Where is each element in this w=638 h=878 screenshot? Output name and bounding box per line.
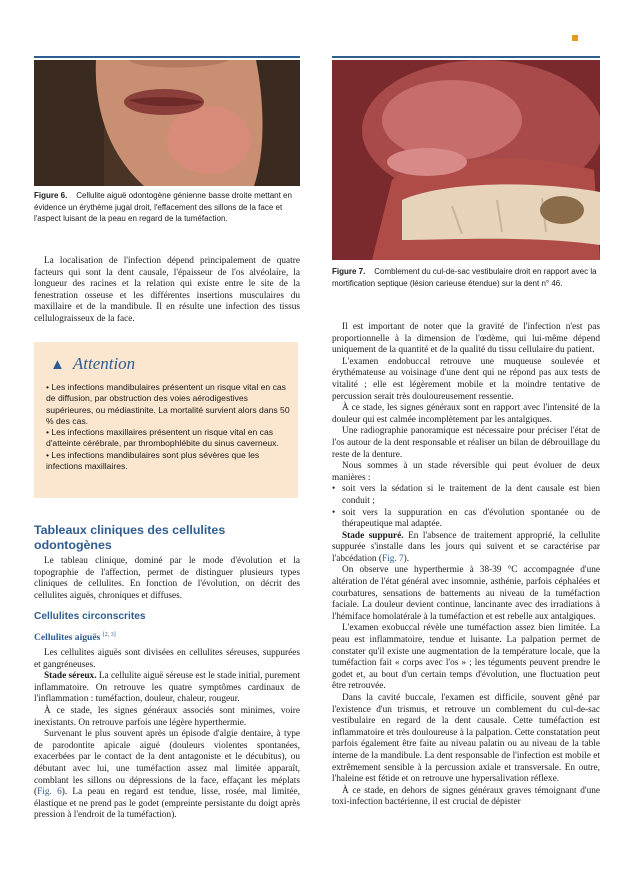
figure-7-text: Comblement du cul-de-sac vestibulaire droit en rapport avec la mortification septique (lésion carieuse étendue) sur la dent n° 46.	[332, 267, 597, 288]
list-item: • soit vers la suppuration en cas d'évolution spontanée ou de thérapeutique mal adaptée.	[342, 508, 600, 531]
figure-6-caption	[34, 190, 300, 225]
right-paragraph: À ce stade, les signes généraux sont en rapport avec l'intensité de la douleur qui est calmée incomplètement par les antalgiques.	[332, 403, 600, 425]
left-paragraph: ). La peau en regard est tendue, lisse, rosée, mal limitée, élastique et ne prend pas le godet (empreinte persistante du doigt après pression à l'endroit de la tuméfaction).	[34, 787, 300, 821]
left-paragraph: Survenant le plus souvent après un épisode d'algie dentaire, à type de parodontite apicale aiguë (douleurs violentes spontanées, exacerbées par le contact de la dent antagoniste et le décubitus), ou débutant avec lui, une tuméfaction assez mal limitée apparaît, comblant les sillons ou dépressions de la face, effaçant les méplats (	[34, 729, 300, 798]
section-title: Tableaux cliniques des cellulites odontogènes	[34, 523, 226, 552]
attention-item: • Les infections maxillaires présentent un risque vital en cas d'atteinte cérébrale, par thrombophlébite du sinus caverneux.	[46, 427, 279, 449]
section-intro-paragraph: Le tableau clinique, dominé par le mode d'évolution et la topographie de l'affection, permet de distinguer plusieurs types cliniques de cellulites. En fonction de l'évolution, on décrit des cellulites aiguës, chroniques et diffuses.	[34, 556, 300, 601]
attention-title: Attention	[72, 354, 136, 373]
fig-6-link[interactable]: Fig. 6	[37, 787, 62, 798]
subsubsection-title	[34, 632, 116, 643]
warning-triangle-icon: ▲	[50, 357, 65, 373]
figure-6-text: Cellulite aiguë odontogène génienne basse droite mettant en évidence un érythème jugal droit, l'effacement des sillons de la face et l'aspect luisant de la peau en regard de la tuméfaction.	[34, 191, 292, 223]
right-paragraph: L'examen exobuccal révèle une tuméfaction assez bien limitée. La peau est inflammatoire, tendue et luisante. La palpation permet de constater qu'il existe une augmentation de la température locale, que la tuméfaction fait « corps avec l'os » ; les téguments peuvent prendre le godet et, au bout d'un certain temps d'évolution, une fluctuation peut être retrouvée.	[332, 623, 600, 692]
fig-7-link[interactable]: Fig. 7	[381, 553, 404, 564]
right-paragraph: À ce stade, en dehors de signes généraux graves témoignant d'une toxi-infection bactérienne, il est crucial de dépister	[332, 785, 600, 808]
right-paragraph: Une radiographie panoramique est nécessaire pour préciser l'état de l'os autour de la dent responsable et réaliser un bilan de débrouillage du reste de la denture.	[332, 426, 600, 460]
left-paragraph: La cellulite aiguë séreuse est le stade initial, purement inflammatoire. On retrouve les quatre symptômes cardinaux de l'inflammation : tuméfaction, douleur, chaleur, rougeur.	[34, 671, 300, 705]
runin-serous: Stade séreux.	[44, 671, 97, 682]
left-paragraph: Les cellulites aiguës sont divisées en cellulites séreuses, suppurées et gangréneuses.	[34, 648, 300, 670]
right-paragraph: Il est important de noter que la gravité de l'infection n'est pas proportionnelle à la dimension de l'œdème, qui lui-même dépend uniquement de la quantité et de la qualité du tissu cellulaire du patient.	[332, 322, 600, 356]
attention-box	[34, 342, 298, 498]
figure-6-label: Figure 6.	[34, 191, 68, 200]
list-item: • soit vers la sédation si le traitement de la dent causale est bien conduit ;	[342, 484, 600, 507]
left-body	[34, 648, 300, 822]
right-body	[332, 322, 600, 809]
left-intro	[34, 256, 300, 326]
left-paragraph: À ce stade, les signes généraux associés sont minimes, voire inexistants. On retrouve parfois une légère hyperthermie.	[34, 705, 300, 728]
right-paragraph: Nous sommes à un stade réversible qui peut évoluer de deux manières :	[332, 461, 600, 483]
subsub-refs: [2, 3]	[102, 632, 116, 638]
runin-suppurated: Stade suppuré.	[342, 530, 404, 541]
subsub-title-text: Cellulites aiguës	[34, 632, 101, 644]
attention-item: • Les infections mandibulaires sont plus sévères que les infections maxillaires.	[46, 449, 260, 472]
right-paragraph: L'examen endobuccal retrouve une muqueuse soulevée et érythémateuse au voisinage d'une dent qui ne répond pas aux tests de vitalité ; elle est légèrement mobile et la moindre tentative de percussion serait très douloureusement ressentie.	[332, 356, 600, 402]
section-intro	[34, 556, 300, 602]
top-rule-left	[34, 56, 300, 58]
attention-body	[46, 382, 290, 472]
right-paragraph: On observe une hyperthermie à 38-39 °C accompagnée d'une altération de l'état général avec insomnie, asthénie, parfois céphalées et courbatures, sensations de battements au niveau de la tuméfaction faciale. La douleur devient continue, lancinante avec des irradiations à l'hémiface homolatérale à la tuméfaction et est rebelle aux antalgiques.	[332, 565, 600, 622]
subsection-title: Cellulites circonscrites	[34, 611, 146, 622]
figure-7-photo	[332, 60, 600, 260]
figure-7-label: Figure 7.	[332, 267, 366, 276]
right-bullet-list	[332, 484, 600, 530]
figure-6-photo	[34, 60, 300, 186]
right-paragraph: ).	[403, 553, 410, 564]
corner-marker	[572, 35, 578, 41]
left-intro-paragraph: La localisation de l'infection dépend principalement de quatre facteurs qui sont la dent causale, l'épaisseur de l'os alvéolaire, la longueur des racines et la relation qui existe entre le site de la fenestration osseuse et les différentes insertions musculaires du maxillaire et de la mandibule. Il en résulte une infection des tissus cellulograisseux de la face.	[34, 256, 300, 324]
attention-item: • Les infections mandibulaires présentent un risque vital en cas de diffusion, par obstruction des voies aérodigestives supérieures, ou médiastinite. La mortalité survient alors dans 50 % des cas.	[46, 382, 290, 426]
attention-header	[50, 354, 135, 374]
figure-7-caption	[332, 266, 600, 289]
right-paragraph: Dans la cavité buccale, l'examen est difficile, souvent gêné par l'existence d'un trismus, et retrouve un comblement du cul-de-sac vestibulaire en regard de la dent causale. Cette tuméfaction est inflammatoire et très douloureuse à la palpation. Cette constatation peut parfois également être faite au niveau palatin ou au niveau de la table interne de la mandibule. La dent responsable de l'infection est mobile et extrêmement sensible à la percussion axiale et transversale. En outre, l'haleine est fétide et on retrouve une hypersalivation réflexe.	[332, 693, 600, 785]
right-paragraph: En l'absence de traitement approprié, la cellulite suppurée s'installe dans les jours qui suivent et se caractérise par l'abcédation (	[332, 530, 600, 564]
top-rule-right	[332, 56, 600, 58]
